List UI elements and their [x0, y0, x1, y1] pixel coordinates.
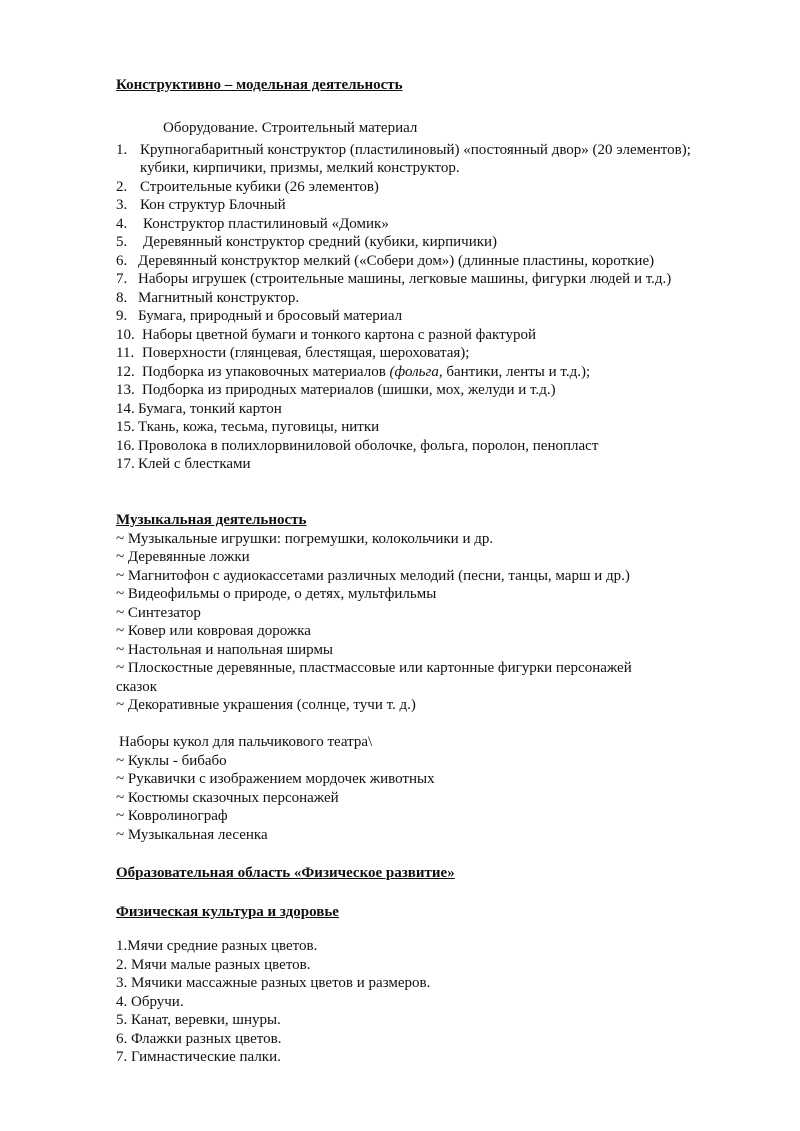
list-item: Проволока в полихлорвиниловой оболочке, фольга, поролон, пенопласт: [138, 438, 599, 454]
list-item: Кон структур Блочный: [140, 197, 286, 213]
list-item: Ткань, кожа, тесьма, пуговицы, нитки: [138, 419, 380, 435]
list-item: 7. Гимнастические палки.: [116, 1049, 281, 1065]
list-number: 8.: [116, 290, 128, 306]
emphasis-text: (фольга,: [389, 364, 443, 380]
list-number: 16.: [116, 438, 135, 454]
list-item: ~ Настольная и напольная ширмы: [116, 642, 334, 658]
list-item: Бумага, природный и бросовый материал: [138, 308, 403, 324]
list-number: 11.: [116, 345, 135, 361]
equipment-line: Оборудование. Строительный материал: [163, 120, 418, 136]
list-item: ~ Декоративные украшения (солнце, тучи т. д.): [116, 697, 416, 713]
list-item: Подборка из природных материалов (шишки, мох, желуди и т.д.): [142, 382, 556, 398]
list-number: 4.: [116, 216, 128, 232]
list-number: 15.: [116, 419, 135, 435]
list-item: Поверхности (глянцевая, блестящая, шероховатая);: [142, 345, 470, 361]
list-item: ~ Ковролинограф: [116, 808, 228, 824]
list-number: 13.: [116, 382, 135, 398]
list-item: ~ Синтезатор: [116, 605, 201, 621]
list-item: Клей с блестками: [138, 456, 251, 472]
list-number: 6.: [116, 253, 128, 269]
puppets-heading: Наборы кукол для пальчикового театра\: [119, 734, 373, 750]
list-item-continuation: кубики, кирпичики, призмы, мелкий конструктор.: [140, 160, 460, 176]
list-number: 2.: [116, 179, 128, 195]
physical-subheading: Физическая культура и здоровье: [116, 904, 339, 920]
list-item: ~ Видеофильмы о природе, о детях, мультфильмы: [116, 586, 437, 602]
list-item: 5. Канат, веревки, шнуры.: [116, 1012, 281, 1028]
list-item: Строительные кубики (26 элементов): [140, 179, 379, 195]
list-item: ~ Плоскостные деревянные, пластмассовые или картонные фигурки персонажей: [116, 660, 632, 676]
physical-heading: Образовательная область «Физическое развитие»: [116, 865, 455, 881]
list-item: ~ Куклы - бибабо: [116, 753, 227, 769]
list-item: Подборка из упаковочных материалов (фольга, бантики, ленты и т.д.);: [142, 364, 591, 380]
list-item: Конструктор пластилиновый «Домик»: [143, 216, 389, 232]
list-item: ~ Музыкальные игрушки: погремушки, колокольчики и др.: [116, 531, 494, 547]
list-item: Крупногабаритный конструктор (пластилиновый) «постоянный двор» (20 элементов);: [140, 142, 691, 158]
list-item: Наборы игрушек (строительные машины, легковые машины, фигурки людей и т.д.): [138, 271, 672, 287]
list-number: 17.: [116, 456, 135, 472]
list-item: ~ Музыкальная лесенка: [116, 827, 268, 843]
list-item: ~ Костюмы сказочных персонажей: [116, 790, 339, 806]
list-item: 6. Флажки разных цветов.: [116, 1031, 282, 1047]
list-item: ~ Рукавички с изображением мордочек животных: [116, 771, 435, 787]
construct-heading: Конструктивно – модельная деятельность: [116, 77, 403, 93]
list-number: 3.: [116, 197, 128, 213]
list-item: Магнитный конструктор.: [138, 290, 300, 306]
list-item: Деревянный конструктор средний (кубики, кирпичики): [143, 234, 498, 250]
list-number: 1.: [116, 142, 128, 158]
list-item: 4. Обручи.: [116, 994, 184, 1010]
list-item: Деревянный конструктор мелкий («Собери дом») (длинные пластины, короткие): [138, 253, 655, 269]
list-item: ~ Ковер или ковровая дорожка: [116, 623, 311, 639]
list-number: 7.: [116, 271, 128, 287]
list-item-continuation: сказок: [116, 679, 158, 695]
list-number: 9.: [116, 308, 128, 324]
list-number: 5.: [116, 234, 128, 250]
music-heading: Музыкальная деятельность: [116, 512, 307, 528]
list-number: 12.: [116, 364, 135, 380]
list-item: Бумага, тонкий картон: [138, 401, 282, 417]
list-item: ~ Деревянные ложки: [116, 549, 250, 565]
list-item: 1.Мячи средние разных цветов.: [116, 938, 318, 954]
list-item: 2. Мячи малые разных цветов.: [116, 957, 311, 973]
list-item: Наборы цветной бумаги и тонкого картона с разной фактурой: [142, 327, 537, 343]
list-number: 14.: [116, 401, 135, 417]
list-item: 3. Мячики массажные разных цветов и размеров.: [116, 975, 431, 991]
list-item: ~ Магнитофон с аудиокассетами различных мелодий (песни, танцы, марш и др.): [116, 568, 630, 584]
list-number: 10.: [116, 327, 135, 343]
